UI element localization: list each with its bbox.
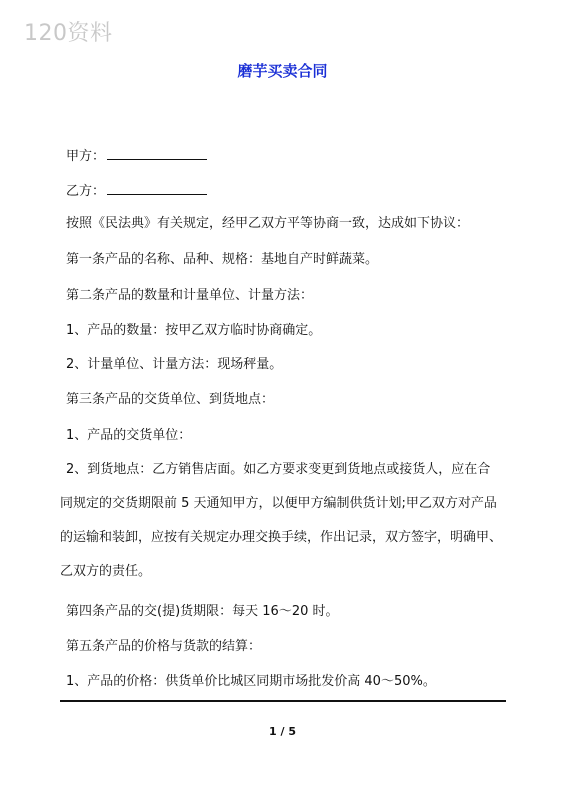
article-2-item-1: 1、产品的数量：按甲乙双方临时协商确定。 (66, 323, 322, 338)
party-b-blank (107, 182, 207, 195)
article-3-item-2 (60, 462, 510, 580)
intro-paragraph: 按照《民法典》有关规定，经甲乙双方平等协商一致，达成如下协议： (66, 216, 470, 231)
article-2-item-2: 2、计量单位、计量方法：现场秤量。 (66, 357, 283, 372)
party-a-line (66, 147, 207, 165)
article-3-item-2-line-2: 同规定的交货期限前 5 天通知甲方，以便甲方编制供货计划;甲乙双方对产品 (60, 496, 497, 511)
article-1: 第一条产品的名称、品种、规格：基地自产时鲜蔬菜。 (66, 252, 379, 267)
article-5: 第五条产品的价格与货款的结算： (66, 639, 262, 654)
article-3: 第三条产品的交货单位、到货地点： (66, 392, 275, 407)
page-number: 1 / 5 (269, 725, 296, 738)
article-3-item-1: 1、产品的交货单位： (66, 428, 192, 443)
article-3-item-2-line-1: 2、到货地点：乙方销售店面。如乙方要求变更到货地点或接货人，应在合 (66, 462, 491, 477)
article-5-item-1: 1、产品的价格：供货单价比城区同期市场批发价高 40～50%。 (66, 674, 436, 689)
watermark: 120资料 (24, 21, 113, 46)
article-3-item-2-line-4: 乙双方的责任。 (60, 564, 152, 579)
article-4: 第四条产品的交(提)货期限：每天 16～20 时。 (66, 604, 339, 619)
party-b-line (66, 182, 207, 200)
footer-rule (60, 700, 506, 702)
party-a-label: 甲方： (66, 149, 106, 164)
contract-title: 磨芋买卖合同 (237, 62, 328, 80)
article-3-item-2-line-3: 的运输和装卸，应按有关规定办理交换手续，作出记录，双方签字，明确甲、 (60, 530, 503, 545)
party-a-blank (107, 147, 207, 160)
party-b-label: 乙方： (66, 184, 106, 199)
article-2: 第二条产品的数量和计量单位、计量方法： (66, 288, 314, 303)
